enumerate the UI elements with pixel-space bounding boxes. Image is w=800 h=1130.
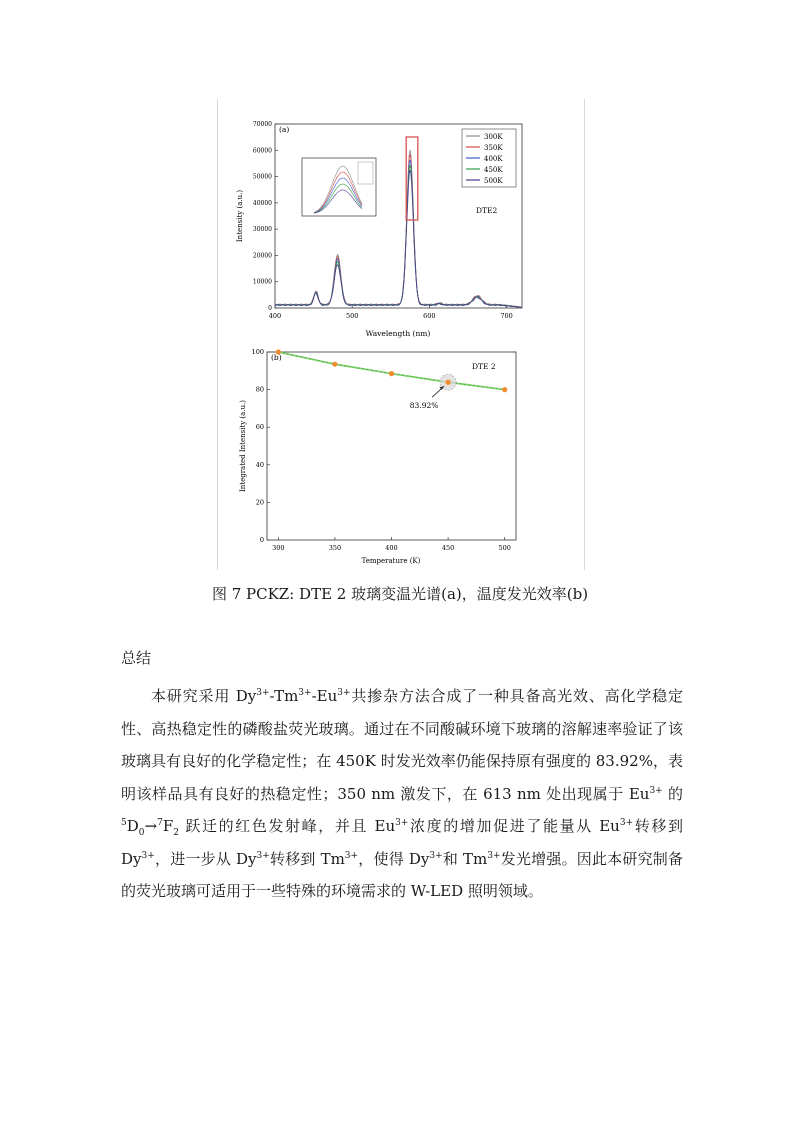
x-tick-label: 350 [328,544,342,552]
x-tick-label: 400 [268,312,282,320]
y-axis-label: Integrated Intensity (a.u.) [239,399,247,493]
x-tick-label: 450 [441,544,455,552]
trend-line-dots [278,352,504,390]
y-tick-label: 50000 [252,173,272,181]
y-tick-label: 80 [255,385,264,394]
y-tick-label: 40 [255,460,264,469]
data-point [389,371,394,376]
y-tick-label: 70000 [252,121,272,128]
y-tick-label: 60000 [252,147,272,155]
panel-label: (b) [271,353,282,362]
annotation-label: 83.92% [409,401,439,411]
x-axis-label: Temperature (K) [361,557,421,565]
y-tick-label: 0 [268,305,272,312]
spectrum-chart [218,112,582,340]
legend-label-450K: 450K [484,166,503,174]
trend-line [278,352,504,390]
y-tick-label: 10000 [252,278,272,286]
plot-frame [267,352,516,540]
y-tick-label: 100 [251,348,264,356]
figure-caption: 图 7 PCKZ: DTE 2 玻璃变温光谱(a)，温度发光效率(b) [211,585,589,603]
sample-label: DTE 2 [472,362,496,371]
legend-label-500K: 500K [484,177,503,185]
y-tick-label: 0 [259,536,264,544]
x-tick-label: 600 [423,312,436,320]
y-tick-label: 60 [255,423,264,432]
y-tick-label: 40000 [252,199,272,207]
thermal-stability-chart [218,345,582,567]
x-axis-label: Wavelength (nm) [365,329,431,338]
data-point [332,362,337,367]
x-tick-label: 700 [500,312,513,320]
legend-label-400K: 400K [484,155,503,163]
section-title: 总结 [121,649,152,667]
y-tick-label: 20000 [252,252,272,260]
inset-frame [302,158,376,216]
x-tick-label: 500 [345,312,359,320]
y-tick-label: 30000 [252,226,272,234]
x-tick-label: 400 [385,544,398,552]
legend-label-300K: 300K [484,133,503,141]
highlight-point [445,380,450,385]
data-point [502,387,507,392]
y-axis-label: Intensity (a.u.) [236,189,244,243]
summary-paragraph: 本研究采用 $Dy^{3+}-Tm^{3+}-Eu^{3+}$共掺杂方法合成了一种具备高光效、高化学稳定性、高热稳定性的磷酸盐荧光玻璃。通过在不同酸碱环境下玻璃的溶解速率验证了该玻璃具有良好的化学稳定性；在 450K 时发光效率仍能保持原有强度的 83.92%，表明该样品具有良好的热稳定性；350 nm 激发下，在 613 nm 处出现属于 $Eu^{3+}$ 的 $^5D_0\to^7F_2$ 跃迁的红色发射峰，并且 $Eu^{3+}$浓度的增加促进了能量从 $Eu^{3+}$转移到 $Dy^{3+}$，进一步从 $Dy^{3+}$转移到 $Tm^{3+}$，使得 $Dy^{3+}$和 $Tm^{3+}$发光增强。因此本研究制备的荧光玻璃可适用于一些特殊的环境需求的 W-LED 照明领域。 [121,687,683,900]
panel-label: (a) [279,125,290,134]
legend-label-350K: 350K [484,144,503,152]
y-tick-label: 20 [255,498,264,507]
x-tick-label: 500 [498,544,511,552]
x-tick-label: 300 [272,544,285,552]
sample-label: DTE2 [476,206,498,215]
